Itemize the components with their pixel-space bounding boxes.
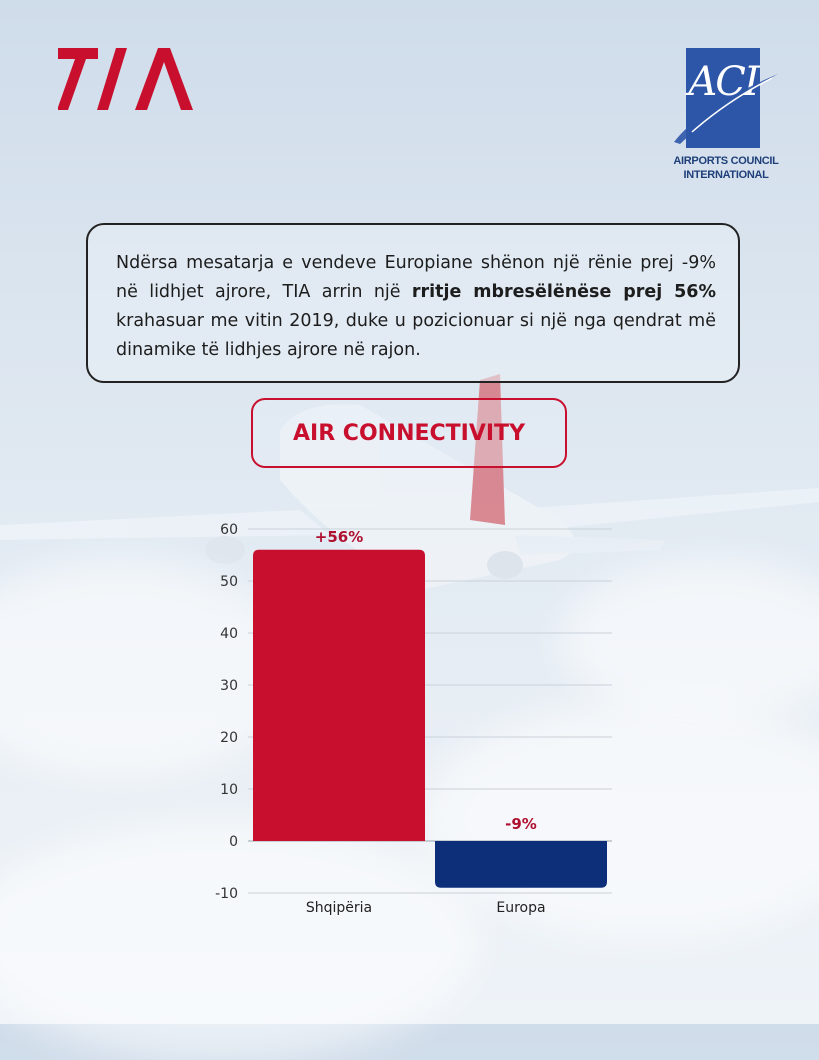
y-tick-label: 0 xyxy=(229,834,238,850)
bar-europa xyxy=(435,841,607,888)
y-tick-label: 40 xyxy=(220,626,238,642)
info-text-after: krahasuar me vitin 2019, duke u pozicionuar si një nga qendrat më dinamike të lidhjes ajrore në rajon. xyxy=(116,311,716,360)
data-label: +56% xyxy=(314,527,364,546)
y-tick-label: -10 xyxy=(215,886,238,902)
aci-caption-line1: AIRPORTS COUNCIL xyxy=(673,155,779,167)
y-tick-label: 50 xyxy=(220,574,238,590)
x-category-label: Shqipëria xyxy=(305,900,373,916)
bar-shqipëria xyxy=(253,550,425,841)
info-text-before: Ndërsa mesatarja e vendeve Europiane shënon një rënie prej -9% në lidhjet ajrore, TIA arrin një xyxy=(116,253,716,302)
chart-title: AIR CONNECTIVITY xyxy=(251,398,567,468)
y-tick-label: 30 xyxy=(220,678,238,694)
info-text-highlight: rritje mbresëlënëse prej 56% xyxy=(411,282,716,302)
x-category-label: Europa xyxy=(496,900,546,916)
aci-caption-line2: INTERNATIONAL xyxy=(683,169,769,181)
data-label: -9% xyxy=(505,815,537,833)
y-tick-label: 20 xyxy=(220,730,238,746)
aci-logo-text: ACI xyxy=(688,59,758,105)
y-tick-label: 60 xyxy=(220,522,238,538)
y-tick-label: 10 xyxy=(220,782,238,798)
